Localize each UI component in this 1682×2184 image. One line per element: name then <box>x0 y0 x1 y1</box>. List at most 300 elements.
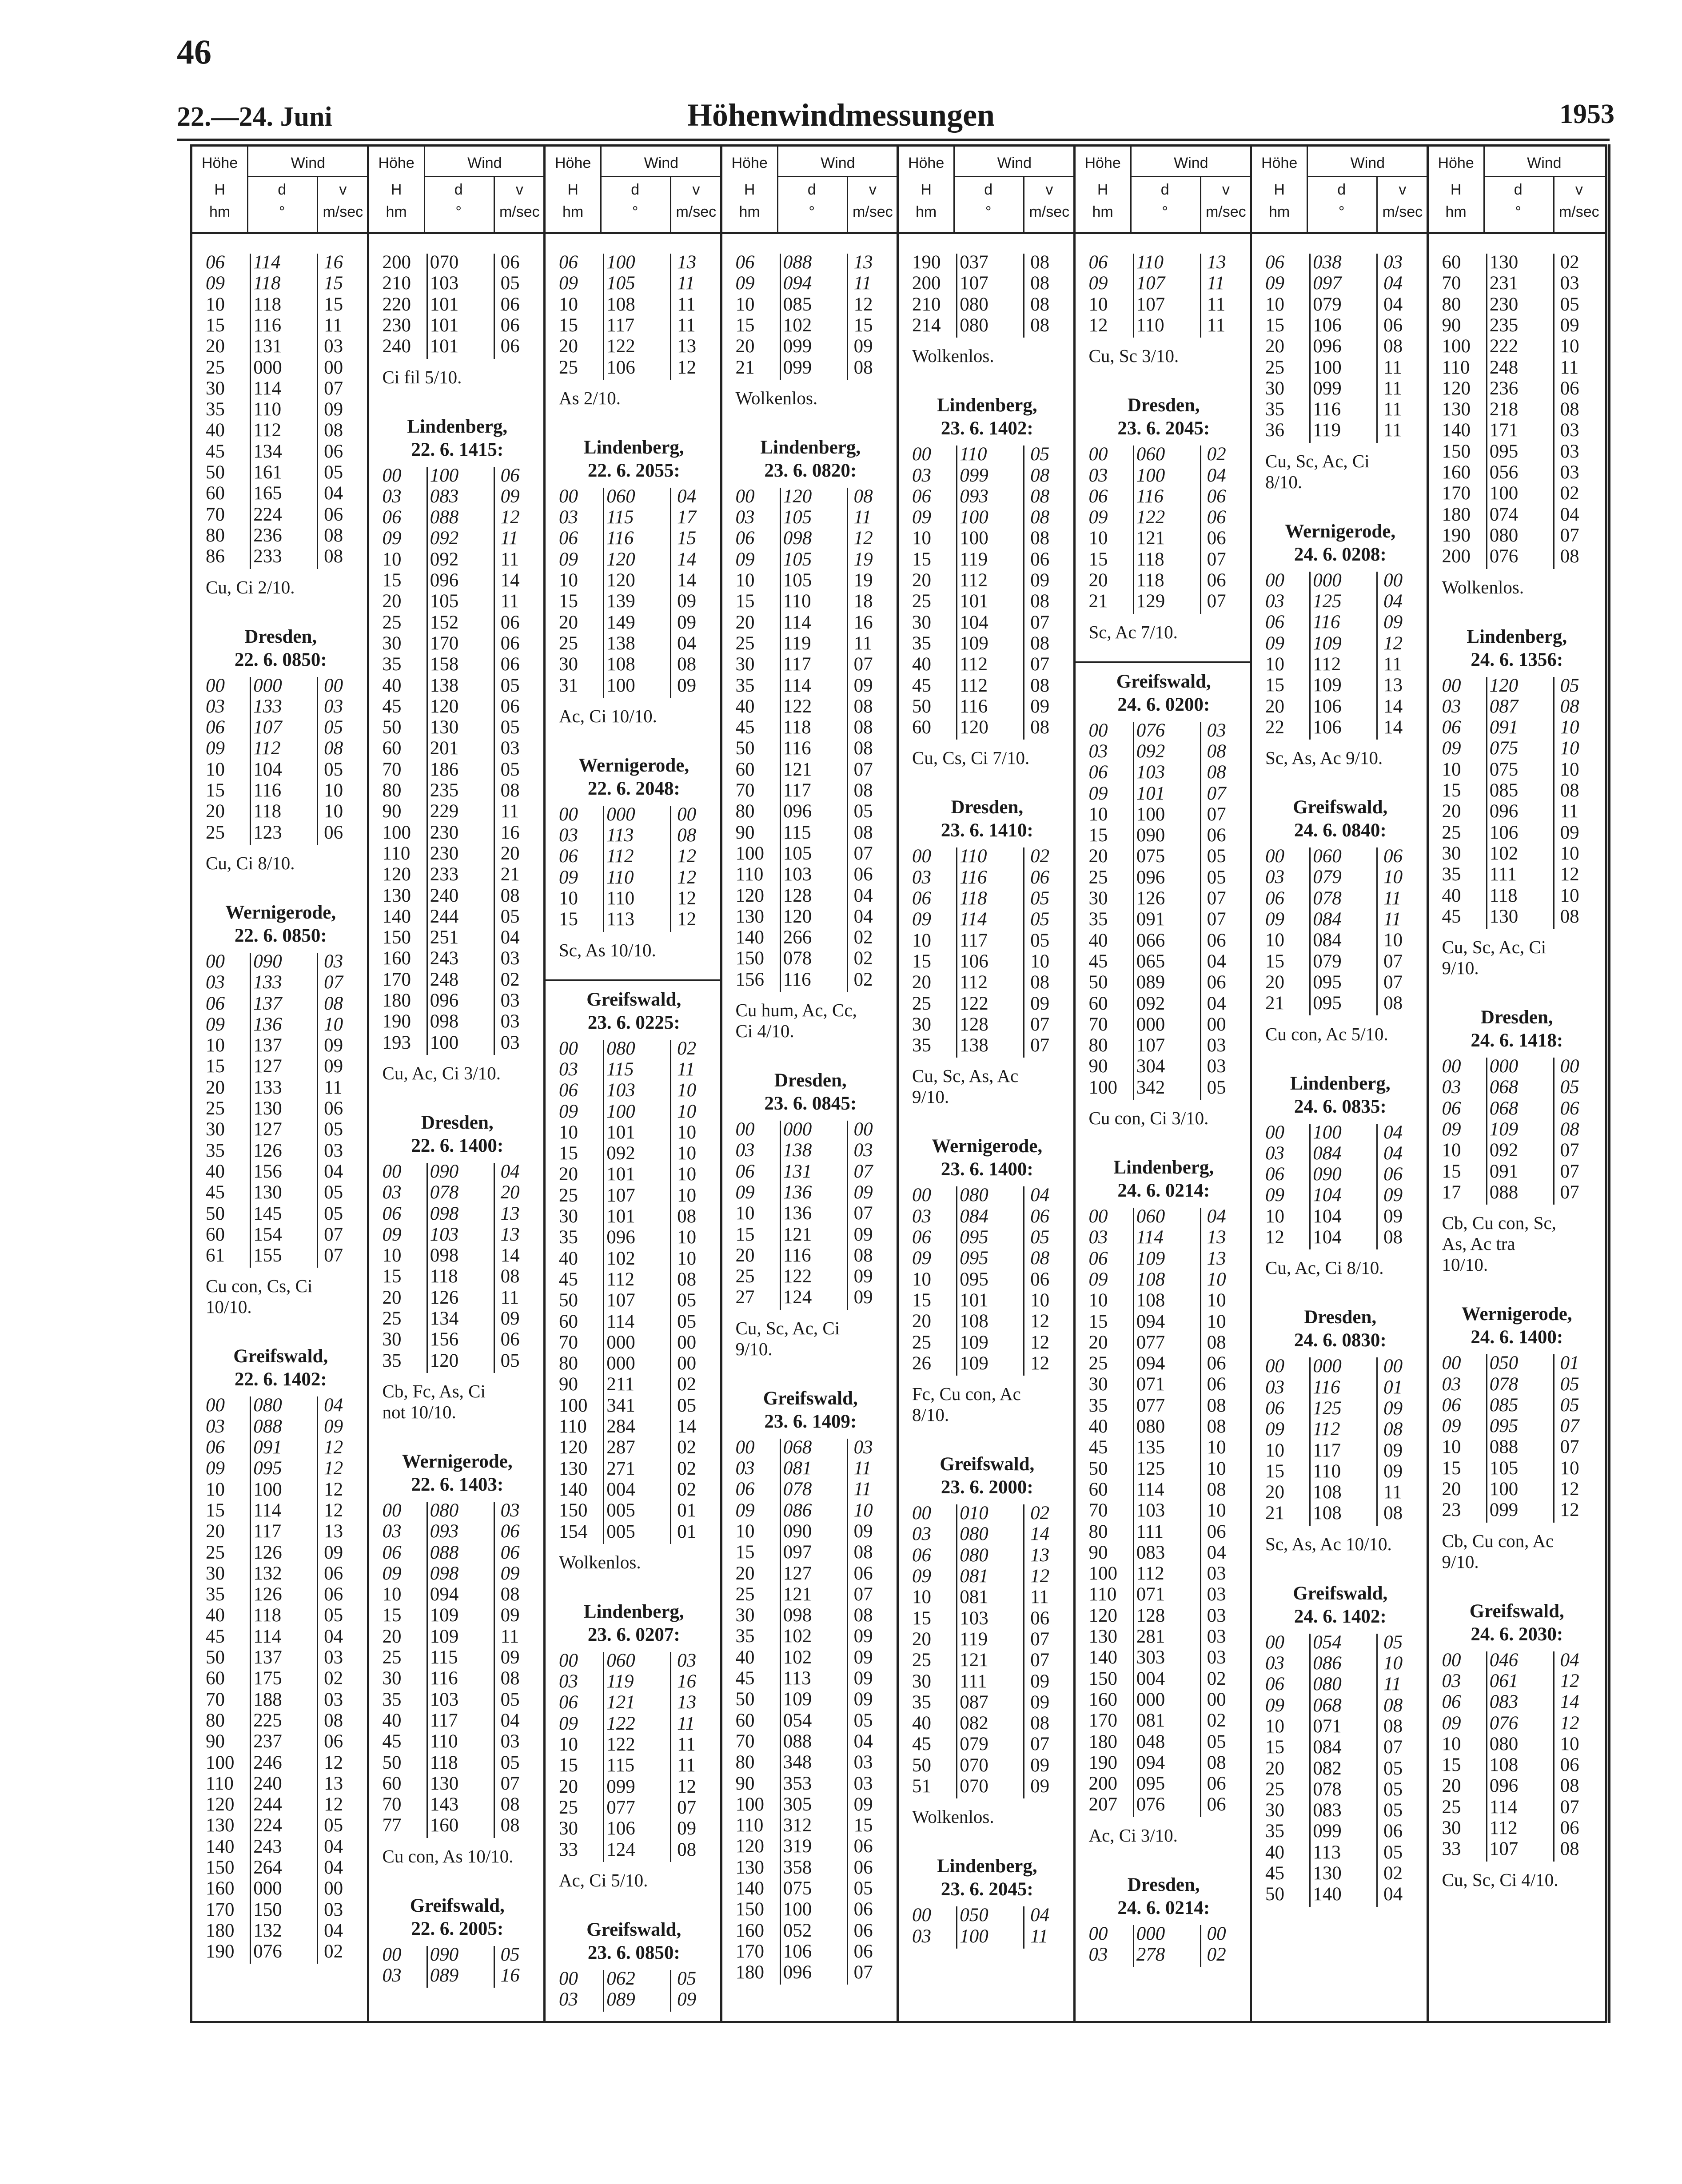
speed-cell: 06 <box>500 294 520 315</box>
speed-cell: 10 <box>1207 1437 1226 1458</box>
height-cell: 110 <box>206 1773 234 1794</box>
speed-cell: 03 <box>1560 273 1579 294</box>
speed-cell: 09 <box>324 1035 343 1056</box>
height-cell: 50 <box>1088 972 1108 993</box>
height-cell: 15 <box>735 591 755 612</box>
height-cell: 06 <box>559 252 578 273</box>
direction-cell: 130 <box>1313 1863 1342 1884</box>
header-divider <box>1376 177 1378 232</box>
speed-cell: 08 <box>1207 762 1226 783</box>
height-cell: 10 <box>1088 804 1108 825</box>
speed-cell: 04 <box>853 1730 873 1752</box>
direction-cell: 109 <box>960 633 988 654</box>
direction-cell: 143 <box>430 1794 459 1815</box>
speed-cell: 06 <box>1030 1269 1050 1290</box>
height-cell: 70 <box>206 1689 225 1710</box>
height-cell: 23 <box>1442 1500 1461 1521</box>
speed-cell: 08 <box>500 1815 520 1836</box>
direction-cell: 085 <box>1489 780 1519 801</box>
height-cell: 50 <box>206 462 225 483</box>
direction-cell: 171 <box>1489 420 1519 441</box>
speed-cell: 12 <box>677 888 697 909</box>
direction-cell: 000 <box>253 1878 282 1899</box>
height-cell: 35 <box>206 1584 225 1605</box>
height-cell: 45 <box>1088 1437 1108 1458</box>
speed-cell: 05 <box>1030 909 1050 930</box>
speed-cell: 09 <box>853 675 873 696</box>
height-cell: 70 <box>735 1730 755 1752</box>
height-cell: 15 <box>1442 780 1461 801</box>
height-cell: 35 <box>206 399 225 420</box>
degree-label: ° <box>632 203 638 220</box>
speed-cell: 06 <box>500 336 520 357</box>
height-cell: 15 <box>1265 1737 1284 1758</box>
height-cell: 210 <box>382 273 411 294</box>
height-cell: 35 <box>1442 864 1461 885</box>
speed-cell: 11 <box>1560 801 1579 822</box>
speed-cell: 04 <box>1207 1542 1226 1563</box>
speed-cell: 09 <box>1383 1397 1403 1419</box>
column-rule <box>670 488 671 698</box>
speed-cell: 04 <box>324 1920 343 1941</box>
direction-cell: 116 <box>430 1668 458 1689</box>
direction-cell: 137 <box>253 1035 282 1056</box>
speed-cell: 04 <box>500 1710 520 1731</box>
speed-cell: 09 <box>1383 1440 1403 1461</box>
direction-cell: 116 <box>1313 399 1341 420</box>
header-divider <box>317 177 318 232</box>
height-cell: 06 <box>735 528 755 549</box>
direction-cell: 090 <box>253 951 282 972</box>
direction-cell: 129 <box>1136 591 1165 612</box>
column-rule <box>426 1502 428 1838</box>
speed-cell: 07 <box>1560 525 1579 546</box>
direction-cell: 108 <box>960 1311 988 1332</box>
hoehe-label: Höhe <box>201 155 238 171</box>
speed-cell: 12 <box>324 1794 343 1815</box>
speed-cell: 07 <box>1207 591 1226 612</box>
height-cell: 200 <box>1442 546 1471 567</box>
height-cell: 30 <box>206 378 225 399</box>
column-rule <box>956 847 957 1058</box>
height-cell: 20 <box>1088 570 1108 591</box>
header-divider <box>1483 176 1605 177</box>
direction-cell: 101 <box>960 591 988 612</box>
height-cell: 100 <box>382 822 411 843</box>
speed-cell: 13 <box>853 252 873 273</box>
speed-cell: 08 <box>1560 1838 1579 1860</box>
cloud-note: As 2/10. <box>559 387 621 408</box>
height-cell: 60 <box>1442 252 1461 273</box>
d-label: d <box>1337 181 1346 198</box>
station-heading: Dresden, 23. 6. 2045: <box>1117 395 1210 439</box>
direction-cell: 116 <box>1136 485 1164 507</box>
height-cell: 20 <box>1265 1758 1284 1779</box>
height-cell: 25 <box>382 1647 402 1668</box>
height-cell: 35 <box>382 654 402 675</box>
speed-cell: 05 <box>324 1119 343 1140</box>
direction-cell: 102 <box>783 1647 812 1668</box>
header-divider <box>953 176 1075 177</box>
direction-cell: 111 <box>1489 864 1517 885</box>
speed-cell: 02 <box>1560 483 1579 504</box>
direction-cell: 108 <box>1489 1754 1519 1776</box>
speed-cell: 02 <box>1207 1944 1226 1965</box>
header-divider <box>424 147 425 232</box>
speed-cell: 05 <box>500 717 520 738</box>
height-cell: 190 <box>382 1011 411 1032</box>
speed-cell: 11 <box>1383 1482 1402 1503</box>
speed-cell: 17 <box>677 507 697 528</box>
header-year: 1953 <box>1559 99 1614 129</box>
height-cell: 00 <box>382 1500 402 1521</box>
speed-cell: 10 <box>677 1227 697 1248</box>
direction-cell: 087 <box>960 1691 988 1713</box>
height-cell: 09 <box>912 507 931 528</box>
column-rule <box>1376 1634 1378 1907</box>
direction-cell: 095 <box>1313 993 1342 1014</box>
direction-cell: 233 <box>430 864 459 885</box>
direction-cell: 123 <box>253 822 282 843</box>
height-cell: 00 <box>1265 1631 1284 1653</box>
speed-cell: 01 <box>677 1500 697 1521</box>
direction-cell: 112 <box>253 420 282 441</box>
height-cell: 06 <box>1265 252 1284 273</box>
speed-cell: 09 <box>853 1520 873 1542</box>
speed-cell: 05 <box>1383 1842 1403 1863</box>
msec-label: m/sec <box>1205 203 1246 220</box>
direction-cell: 090 <box>1136 825 1165 846</box>
direction-cell: 117 <box>430 1710 458 1731</box>
speed-cell: 15 <box>324 294 343 315</box>
height-cell: 06 <box>559 846 578 867</box>
direction-cell: 088 <box>1489 1182 1519 1203</box>
height-cell: 31 <box>559 675 578 696</box>
height-cell: 22 <box>1265 716 1284 738</box>
height-cell: 09 <box>559 549 578 570</box>
height-cell: 09 <box>1442 1119 1461 1140</box>
direction-cell: 107 <box>253 717 282 738</box>
header-divider <box>600 176 722 177</box>
speed-cell: 13 <box>500 1224 520 1245</box>
height-cell: 03 <box>1442 1077 1461 1098</box>
height-cell: 170 <box>382 969 411 990</box>
height-cell: 190 <box>912 252 941 273</box>
direction-cell: 107 <box>1136 294 1165 315</box>
speed-cell: 14 <box>677 549 697 570</box>
height-cell: 35 <box>206 1140 225 1161</box>
speed-cell: 07 <box>1207 888 1226 909</box>
direction-cell: 116 <box>783 738 811 759</box>
v-label: v <box>339 181 347 198</box>
height-cell: 50 <box>912 1754 931 1776</box>
direction-cell: 284 <box>606 1416 635 1437</box>
wind-label: Wind <box>467 155 502 171</box>
direction-cell: 054 <box>783 1710 812 1731</box>
speed-cell: 04 <box>1560 504 1579 525</box>
direction-cell: 122 <box>606 1734 635 1755</box>
height-cell: 40 <box>1442 885 1461 906</box>
speed-cell: 11 <box>1207 314 1226 336</box>
speed-cell: 05 <box>1030 930 1050 951</box>
speed-cell: 09 <box>853 1182 873 1203</box>
speed-cell: 06 <box>500 1329 520 1350</box>
speed-cell: 08 <box>1207 1416 1226 1437</box>
speed-cell: 05 <box>324 1203 343 1224</box>
speed-cell: 03 <box>1207 1563 1226 1584</box>
direction-cell: 090 <box>783 1520 812 1542</box>
direction-cell: 079 <box>1313 294 1342 315</box>
height-cell: 09 <box>1265 1185 1284 1206</box>
height-cell: 20 <box>1088 1332 1108 1353</box>
station-heading: Wernigerode, 24. 6. 0208: <box>1285 521 1396 565</box>
direction-cell: 119 <box>606 1671 634 1692</box>
direction-cell: 092 <box>430 528 459 549</box>
direction-cell: 100 <box>960 507 988 528</box>
speed-cell: 13 <box>324 1521 343 1542</box>
station-heading: Greifswald, 24. 6. 1402: <box>1293 1583 1388 1627</box>
height-cell: 25 <box>735 633 755 654</box>
speed-cell: 08 <box>1030 273 1050 294</box>
speed-cell: 11 <box>1383 420 1402 441</box>
height-cell: 30 <box>1088 1374 1108 1395</box>
height-cell: 03 <box>559 1989 578 2010</box>
direction-cell: 140 <box>1313 1884 1342 1905</box>
speed-cell: 12 <box>500 507 520 528</box>
speed-cell: 15 <box>324 273 343 294</box>
direction-cell: 080 <box>1489 1733 1519 1754</box>
table-column <box>192 147 369 2021</box>
direction-cell: 114 <box>783 612 811 633</box>
speed-cell: 11 <box>500 528 518 549</box>
hm-label: hm <box>1268 203 1290 220</box>
direction-cell: 060 <box>1136 1206 1165 1227</box>
height-cell: 110 <box>735 864 764 885</box>
speed-cell: 09 <box>1030 570 1050 591</box>
height-cell: 60 <box>559 1311 578 1332</box>
speed-cell: 03 <box>324 1140 343 1161</box>
speed-cell: 08 <box>500 1584 520 1605</box>
speed-cell: 12 <box>1030 1353 1050 1374</box>
direction-cell: 100 <box>606 675 635 696</box>
direction-cell: 110 <box>606 867 634 888</box>
speed-cell: 06 <box>500 1542 520 1563</box>
direction-cell: 117 <box>960 930 988 951</box>
height-cell: 170 <box>1442 483 1471 504</box>
height-cell: 00 <box>559 1038 578 1059</box>
cloud-note: Cu, Cs, Ci 7/10. <box>912 748 1030 768</box>
direction-cell: 098 <box>783 1605 812 1626</box>
speed-cell: 10 <box>677 1185 697 1206</box>
direction-cell: 130 <box>430 717 459 738</box>
speed-cell: 10 <box>677 1080 697 1101</box>
speed-cell: 02 <box>1207 444 1226 465</box>
height-cell: 25 <box>1442 822 1461 843</box>
speed-cell: 02 <box>1383 1863 1403 1884</box>
column-rule <box>250 677 251 845</box>
direction-cell: 116 <box>253 314 282 336</box>
height-cell: 10 <box>382 1584 402 1605</box>
height-cell: 10 <box>206 1035 225 1056</box>
speed-cell: 11 <box>853 507 872 528</box>
direction-cell: 224 <box>253 1815 282 1836</box>
height-cell: 86 <box>206 546 225 567</box>
direction-cell: 145 <box>253 1203 282 1224</box>
direction-cell: 106 <box>606 357 635 378</box>
direction-cell: 052 <box>783 1920 812 1941</box>
height-cell: 80 <box>559 1353 578 1374</box>
height-cell: 10 <box>559 1122 578 1143</box>
height-cell: 150 <box>735 1899 764 1920</box>
hoehe-label: Höhe <box>1438 155 1474 171</box>
height-cell: 06 <box>206 1437 225 1458</box>
direction-cell: 136 <box>783 1182 812 1203</box>
speed-cell: 11 <box>1383 1674 1401 1695</box>
height-cell: 33 <box>559 1839 578 1860</box>
speed-cell: 02 <box>677 1374 697 1395</box>
direction-cell: 103 <box>430 1224 459 1245</box>
column-rule <box>1200 254 1201 338</box>
direction-cell: 114 <box>1489 1796 1518 1818</box>
height-cell: 180 <box>1088 1731 1117 1752</box>
speed-cell: 03 <box>500 1032 520 1053</box>
speed-cell: 13 <box>677 336 697 357</box>
height-cell: 00 <box>559 1968 578 1989</box>
direction-cell: 170 <box>430 633 459 654</box>
speed-cell: 06 <box>853 1857 873 1878</box>
height-cell: 20 <box>382 1287 402 1308</box>
direction-cell: 121 <box>960 1650 988 1671</box>
height-cell: 03 <box>382 1965 402 1986</box>
speed-cell: 11 <box>1030 1587 1049 1608</box>
speed-cell: 10 <box>1383 930 1403 951</box>
height-cell: 20 <box>735 1563 755 1584</box>
column-rule <box>494 467 495 1055</box>
speed-cell: 02 <box>324 1941 343 1962</box>
speed-cell: 07 <box>1560 1436 1579 1458</box>
speed-cell: 03 <box>1560 441 1579 462</box>
speed-cell: 09 <box>853 1287 873 1308</box>
direction-cell: 098 <box>430 1563 459 1584</box>
height-cell: 100 <box>735 843 764 864</box>
direction-cell: 104 <box>1313 1185 1342 1206</box>
table-column <box>1252 147 1429 2021</box>
height-cell: 00 <box>1088 444 1108 465</box>
header-divider <box>953 147 955 232</box>
direction-cell: 048 <box>1136 1731 1165 1752</box>
direction-cell: 088 <box>430 1542 459 1563</box>
station-heading: Wernigerode, 23. 6. 1400: <box>932 1136 1043 1180</box>
height-cell: 25 <box>912 1650 931 1671</box>
height-cell: 09 <box>735 1182 755 1203</box>
height-cell: 25 <box>382 612 402 633</box>
speed-cell: 09 <box>1030 993 1050 1014</box>
table-column <box>722 147 899 2021</box>
direction-cell: 096 <box>1489 801 1519 822</box>
h-label: H <box>1097 181 1108 198</box>
speed-cell: 00 <box>324 675 343 696</box>
height-cell: 30 <box>1442 1818 1461 1838</box>
direction-cell: 130 <box>1489 252 1519 273</box>
direction-cell: 056 <box>1489 462 1519 483</box>
speed-cell: 08 <box>1030 507 1050 528</box>
height-cell: 35 <box>735 1626 755 1647</box>
direction-cell: 186 <box>430 759 459 780</box>
speed-cell: 05 <box>1560 675 1579 696</box>
height-cell: 20 <box>1265 971 1284 993</box>
speed-cell: 03 <box>1207 1035 1226 1056</box>
height-cell: 09 <box>735 1500 755 1521</box>
direction-cell: 105 <box>783 843 812 864</box>
height-cell: 200 <box>382 252 411 273</box>
direction-cell: 248 <box>1489 357 1519 378</box>
direction-cell: 149 <box>606 612 635 633</box>
speed-cell: 03 <box>324 1899 343 1920</box>
speed-cell: 16 <box>677 1671 697 1692</box>
direction-cell: 133 <box>253 1077 282 1098</box>
v-label: v <box>1222 181 1230 198</box>
direction-cell: 076 <box>1136 720 1165 741</box>
height-cell: 60 <box>735 1710 755 1731</box>
speed-cell: 05 <box>324 462 343 483</box>
height-cell: 00 <box>382 1944 402 1965</box>
speed-cell: 08 <box>853 357 873 378</box>
height-cell: 130 <box>735 906 764 927</box>
cloud-note: Cu, Ci 8/10. <box>206 852 295 873</box>
column-rule <box>1376 1357 1378 1525</box>
height-cell: 09 <box>206 273 225 294</box>
speed-cell: 03 <box>324 1647 343 1668</box>
direction-cell: 100 <box>960 528 988 549</box>
height-cell: 06 <box>382 1203 402 1224</box>
direction-cell: 098 <box>430 1011 459 1032</box>
speed-cell: 09 <box>1383 1185 1403 1206</box>
direction-cell: 101 <box>430 294 459 315</box>
direction-cell: 081 <box>960 1566 988 1587</box>
height-cell: 180 <box>206 1920 235 1941</box>
cloud-note: Ac, Ci 3/10. <box>1088 1825 1178 1846</box>
header-divider <box>600 147 602 232</box>
direction-cell: 095 <box>1313 971 1342 993</box>
direction-cell: 075 <box>1136 846 1165 867</box>
height-cell: 90 <box>735 822 755 843</box>
speed-cell: 10 <box>853 1500 873 1521</box>
height-cell: 00 <box>735 485 755 507</box>
direction-cell: 082 <box>960 1713 988 1734</box>
speed-cell: 10 <box>1560 759 1579 780</box>
speed-cell: 07 <box>1207 909 1226 930</box>
degree-label: ° <box>1162 203 1168 220</box>
height-cell: 25 <box>1442 1796 1461 1818</box>
direction-cell: 109 <box>430 1605 459 1626</box>
direction-cell: 099 <box>1313 1821 1342 1842</box>
speed-cell: 08 <box>1030 314 1050 336</box>
height-cell: 150 <box>735 948 764 969</box>
speed-cell: 08 <box>1560 546 1579 567</box>
speed-cell: 16 <box>853 612 873 633</box>
direction-cell: 080 <box>960 1185 988 1206</box>
speed-cell: 03 <box>1383 252 1403 273</box>
direction-cell: 156 <box>430 1329 459 1350</box>
height-cell: 40 <box>206 420 225 441</box>
height-cell: 15 <box>559 1143 578 1164</box>
height-cell: 40 <box>735 696 755 717</box>
direction-cell: 088 <box>783 252 812 273</box>
direction-cell: 248 <box>430 969 459 990</box>
speed-cell: 08 <box>324 546 343 567</box>
height-cell: 10 <box>206 1479 225 1500</box>
speed-cell: 11 <box>1383 357 1402 378</box>
